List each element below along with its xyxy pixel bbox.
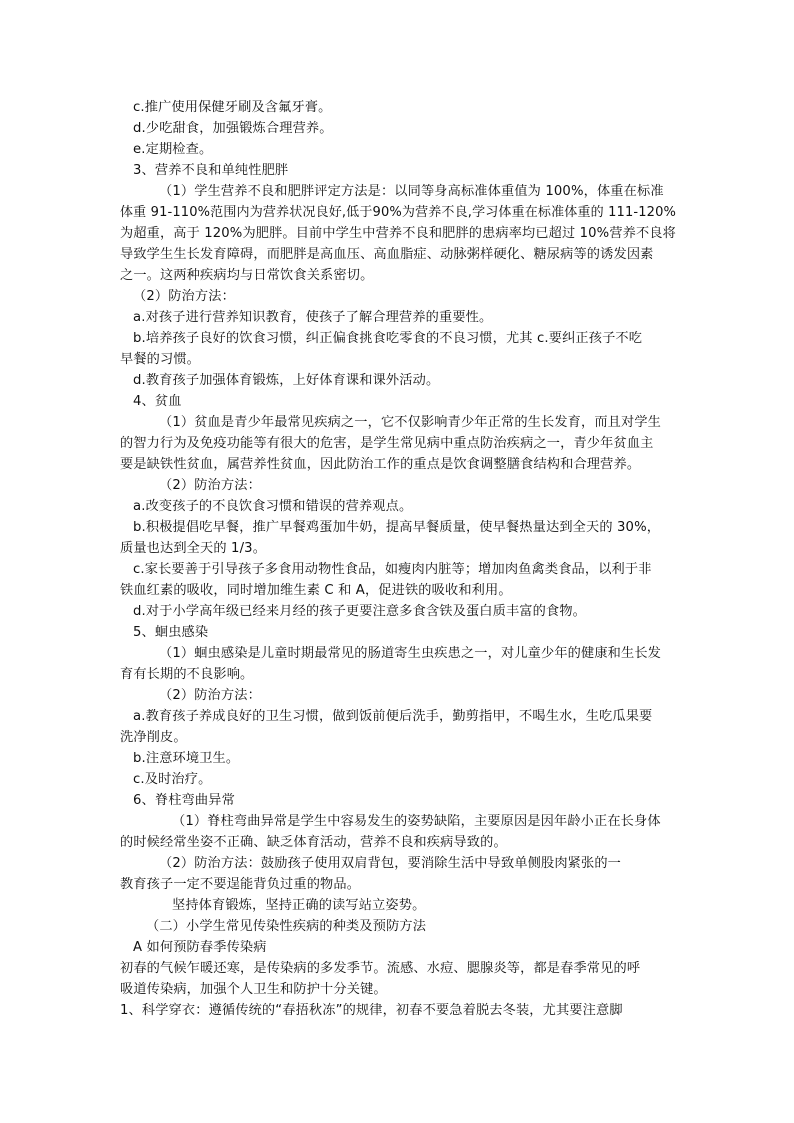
text-line: 洗净削皮。 [120, 730, 187, 745]
text-line: （2）防治方法：鼓励孩子使用双肩背包，要消除生活中导致单侧股肉紧张的一 [159, 856, 622, 871]
text-line: d.对于小学高年级已经来月经的孩子更要注意多食含铁及蛋白质丰富的食物。 [133, 604, 586, 619]
text-line: b.注意环境卫生。 [133, 751, 240, 766]
text-line: c.家长要善于引导孩子多食用动物性食品，如瘦肉内脏等；增加肉鱼禽类食品，以利于非 [133, 562, 652, 577]
text-line: 要是缺铁性贫血，属营养性贫血，因此防治工作的重点是饮食调整膳食结构和合理营养。 [120, 457, 641, 472]
text-line: c.推广使用保健牙刷及含氟牙膏。 [133, 100, 332, 115]
text-line: a.教育孩子养成良好的卫生习惯，做到饭前便后洗手，勤剪指甲，不喝生水，生吃瓜果要 [133, 709, 653, 724]
text-line: 之一。这两种疾病均与日常饮食关系密切。 [120, 268, 374, 283]
section-heading: 6、脊柱弯曲异常 [133, 793, 235, 808]
text-line: 吸道传染病，加强个人卫生和防护十分关键。 [120, 982, 387, 997]
text-line: 育有长期的不良影响。 [120, 667, 254, 682]
text-line: 体重 91-110%范围内为营养状况良好,低于90%为营养不良,学习体重在标准体重的 111-120% [120, 205, 677, 220]
text-line: 的时候经常坐姿不正确、缺乏体育活动，营养不良和疾病导致的。 [120, 835, 507, 850]
text-line: （2）防治方法： [159, 688, 261, 703]
text-line: （2）防治方法： [159, 478, 261, 493]
section-heading: （二）小学生常见传染性疾病的种类及预防方法 [146, 919, 427, 934]
text-line: （1）学生营养不良和肥胖评定方法是：以同等身高标准体重值为 100%，体重在标准 [159, 184, 664, 199]
text-line: b.积极提倡吃早餐，推广早餐鸡蛋加牛奶，提高早餐质量，使早餐热量达到全天的 30%， [133, 520, 661, 535]
text-line: a.对孩子进行营养知识教育，使孩子了解合理营养的重要性。 [133, 310, 493, 325]
text-line: 的智力行为及免疫功能等有很大的危害，是学生常见病中重点防治疾病之一，青少年贫血主 [120, 436, 654, 451]
text-line: 导致学生生长发育障碍，而肥胖是高血压、高血脂症、动脉粥样硬化、糖尿病等的诱发因素 [120, 247, 654, 262]
text-line: 早餐的习惯。 [120, 352, 201, 367]
text-line: b.培养孩子良好的饮食习惯，纠正偏食挑食吃零食的不良习惯，尤其 c.要纠正孩子不吃 [133, 331, 643, 346]
text-line: （1）蛔虫感染是儿童时期最常见的肠道寄生虫疾患之一，对儿童少年的健康和生长发 [159, 646, 662, 661]
section-heading: 4、贫血 [133, 394, 182, 409]
text-line: 初春的气候乍暖还寒，是传染病的多发季节。流感、水痘、腮腺炎等，都是春季常见的呼 [120, 961, 641, 976]
text-line: （2）防治方法： [133, 289, 235, 304]
text-line: 坚持体育锻炼，坚持正确的读写站立姿势。 [172, 898, 426, 913]
text-line: 铁血红素的吸收，同时增加维生素 C 和 A，促进铁的吸收和利用。 [120, 583, 512, 598]
text-line: 教育孩子一定不要逞能背负过重的物品。 [120, 877, 361, 892]
text-line: （1）脊柱弯曲异常是学生中容易发生的姿势缺陷，主要原因是因年龄小正在长身体 [172, 814, 661, 829]
text-line: 质量也达到全天的 1/3。 [120, 541, 267, 556]
text-line: e.定期检查。 [133, 142, 213, 157]
text-line: （1）贫血是青少年最常见疾病之一，它不仅影响青少年正常的生长发育，而且对学生 [159, 415, 662, 430]
text-line: d.教育孩子加强体育锻炼，上好体育课和课外活动。 [133, 373, 440, 388]
text-line: a.改变孩子的不良饮食习惯和错误的营养观点。 [133, 499, 413, 514]
text-line: 1、科学穿衣：遵循传统的“春捂秋冻”的规律，初春不要急着脱去冬装，尤其要注意脚 [120, 1003, 623, 1018]
text-line: d.少吃甜食，加强锻炼合理营养。 [133, 121, 333, 136]
section-heading: A 如何预防春季传染病 [133, 940, 267, 955]
section-heading: 3、营养不良和单纯性肥胖 [133, 163, 289, 178]
section-heading: 5、蛔虫感染 [133, 625, 209, 640]
text-line: 为超重，高于 120%为肥胖。目前中学生中营养不良和肥胖的患病率均已超过 10%营养不良将 [120, 226, 676, 241]
text-line: c.及时治疗。 [133, 772, 212, 787]
